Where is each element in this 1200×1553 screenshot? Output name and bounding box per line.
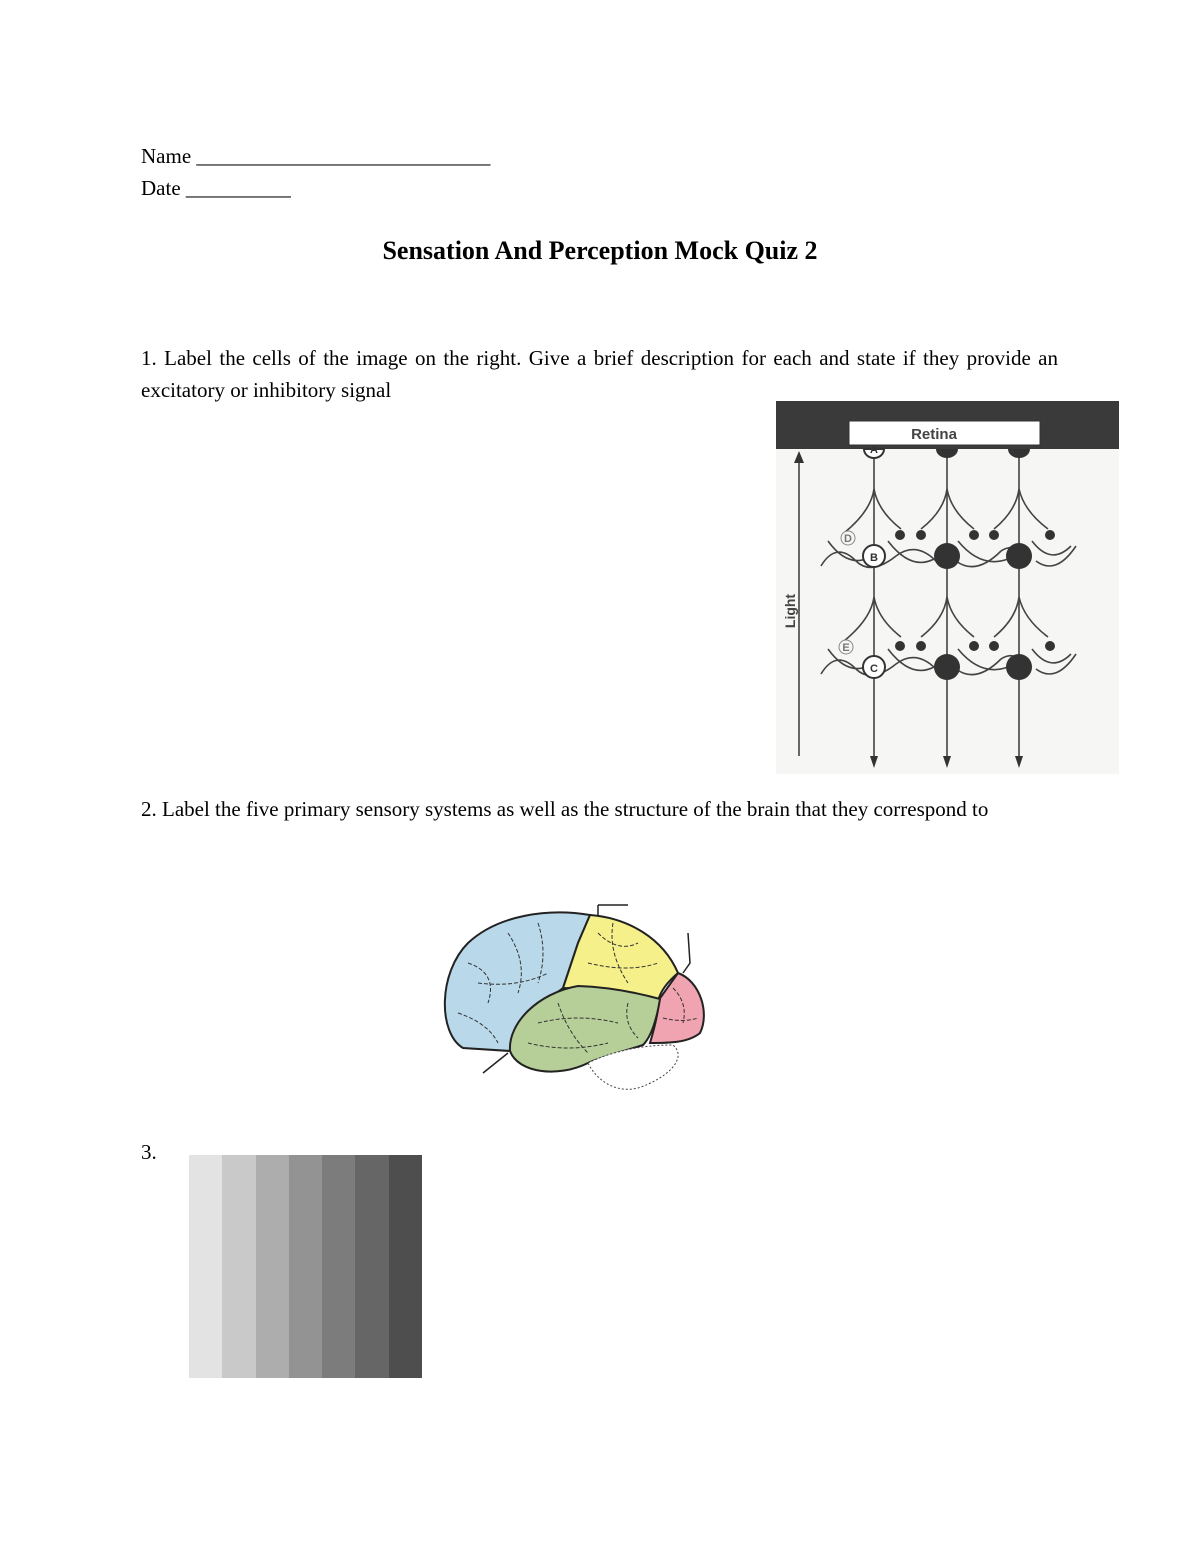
- name-field[interactable]: Name ____________________________: [141, 144, 491, 168]
- gray-bar-7: [389, 1155, 422, 1378]
- grayscale-bars: [189, 1155, 422, 1378]
- cell-label-e: E: [842, 642, 850, 654]
- date-field[interactable]: Date __________: [141, 176, 291, 200]
- light-label: Light: [782, 593, 798, 629]
- brain-lobes-diagram: [438, 893, 718, 1103]
- cell-label-c: C: [870, 663, 878, 675]
- gray-bar-5: [322, 1155, 355, 1378]
- retina-label: Retina: [911, 426, 957, 443]
- question-3: 3.: [141, 1140, 157, 1164]
- cell-label-a: A: [870, 444, 878, 456]
- gray-bar-1: [189, 1155, 222, 1378]
- cell-label-d: D: [844, 533, 852, 545]
- page-title: Sensation And Perception Mock Quiz 2: [382, 236, 818, 265]
- question-2: 2. Label the five primary sensory systems as well as the structure of the brain that they correspond to: [141, 797, 989, 821]
- gray-bar-3: [256, 1155, 289, 1378]
- gray-bar-6: [355, 1155, 388, 1378]
- question-1: 1. Label the cells of the image on the right. Give a brief description for each and state if they provide an excitatory or inhibitory signal: [141, 346, 1058, 402]
- retina-cell-diagram: [776, 401, 1119, 774]
- gray-bar-2: [222, 1155, 255, 1378]
- cell-label-b: B: [870, 552, 878, 564]
- gray-bar-4: [289, 1155, 322, 1378]
